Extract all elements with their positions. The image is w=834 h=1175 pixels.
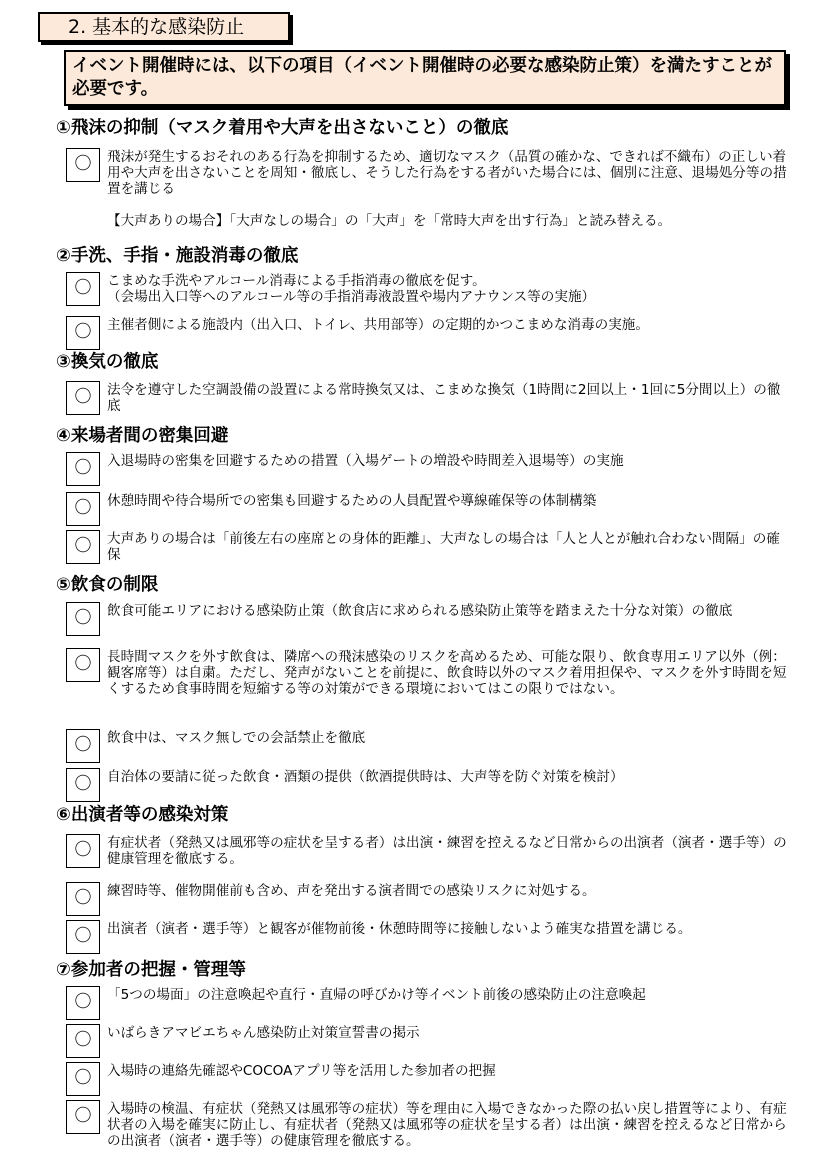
checklist-item-text: 大声ありの場合は「前後左右の座席との身体的距離」、大声なしの場合は「人と人とが触れ合わない間隔」の確保 — [107, 531, 780, 563]
section-heading: ④来場者間の密集回避 — [56, 426, 229, 446]
checklist-item-text: 有症状者（発熱又は風邪等の症状を呈する者）は出演・練習を控えるなど日常からの出演者（演者・選手等）の健康管理を徹底する。 — [107, 835, 787, 867]
checklist-item-text: 休憩時間や待合場所での密集も回避するための人員配置や導線確保等の体制構築 — [107, 493, 597, 509]
checklist-item-text: 出演者（演者・選手等）と観客が催物前後・休憩時間等に接触しないよう確実な措置を講じる。 — [107, 921, 692, 937]
section-heading: ①飛沫の抑制（マスク着用や大声を出さないこと）の徹底 — [56, 118, 509, 138]
section-note: 【大声ありの場合】「大声なしの場合」の「大声」を「常時大声を出す行為」と読み替える。 — [107, 213, 672, 229]
checkbox[interactable]: 〇 — [66, 834, 100, 868]
section-heading: ⑦参加者の把握・管理等 — [56, 960, 246, 980]
checklist-item-text: 飲食中は、マスク無しでの会話禁止を徹底 — [107, 730, 366, 746]
checklist-item-text: 長時間マスクを外す飲食は、隣席への飛沫感染のリスクを高めるため、可能な限り、飲食専用エリア以外（例：観客席等）は自粛。ただし、発声がないことを前提に、飲食時以外のマスク着用担保や、マスクを外す時間を短くするため食事時間を短縮する等の対策ができる環境においてはこの限りではない。 — [107, 649, 787, 697]
checklist-item-text: 練習時等、催物開催前も含め、声を発出する演者間での感染リスクに対処する。 — [107, 883, 596, 899]
section-heading: ⑤飲食の制限 — [56, 575, 159, 595]
checkbox[interactable]: 〇 — [66, 882, 100, 916]
checkbox[interactable]: 〇 — [66, 272, 100, 306]
checkbox[interactable]: 〇 — [66, 381, 100, 415]
checklist-item-text: 飲食可能エリアにおける感染防止策（飲食店に求められる感染防止策等を踏まえた十分な対策）の徹底 — [107, 603, 733, 619]
section-title: 2. 基本的な感染防止 — [38, 12, 290, 42]
lead-text: イベント開催時には、以下の項目（イベント開催時の必要な感染防止策）を満たすことが必要です。 — [64, 50, 786, 106]
checkbox[interactable]: 〇 — [66, 1024, 100, 1058]
checklist-item-text: 飛沫が発生するおそれのある行為を抑制するため、適切なマスク（品質の確かな、できれば不織布）の正しい着用や大声を出さないことを周知・徹底し、そうした行為をする者がいた場合には、個別に注意、退場処分等の措置を講じる — [107, 149, 787, 197]
checkbox[interactable]: 〇 — [66, 148, 100, 182]
section-heading: ②手洗、手指・施設消毒の徹底 — [56, 246, 299, 266]
checklist-item-text: 入場時の検温、有症状（発熱又は風邪等の症状）等を理由に入場できなかった際の払い戻し措置等により、有症状者の入場を確実に防止し、有症状者（発熱又は風邪等の症状を呈する者）は出演・練習を控えるなど日常からの出演者（演者・選手等）の健康管理を徹底する。 — [107, 1101, 787, 1149]
checkbox[interactable]: 〇 — [66, 920, 100, 954]
checklist-item-text: 法令を遵守した空調設備の設置による常時換気又は、こまめな換気（1時間に2回以上・1回に5分間以上）の徹底 — [107, 382, 781, 414]
checkbox[interactable]: 〇 — [66, 768, 100, 802]
checklist-item-text: 「5つの場面」の注意喚起や直行・直帰の呼びかけ等イベント前後の感染防止の注意喚起 — [107, 987, 646, 1003]
section-heading: ⑥出演者等の感染対策 — [56, 805, 229, 825]
checkbox[interactable]: 〇 — [66, 602, 100, 636]
checkbox[interactable]: 〇 — [66, 729, 100, 763]
checkbox[interactable]: 〇 — [66, 986, 100, 1020]
checkbox[interactable]: 〇 — [66, 648, 100, 682]
checklist-item-text: 入場時の連絡先確認やCOCOAアプリ等を活用した参加者の把握 — [107, 1063, 496, 1079]
checklist-item-text: 自治体の要請に従った飲食・酒類の提供（飲酒提供時は、大声等を防ぐ対策を検討） — [107, 769, 624, 785]
checkbox[interactable]: 〇 — [66, 1100, 100, 1134]
checkbox[interactable]: 〇 — [66, 1062, 100, 1096]
checkbox[interactable]: 〇 — [66, 316, 100, 350]
checkbox[interactable]: 〇 — [66, 492, 100, 526]
checklist-item-text: 主催者側による施設内（出入口、トイレ、共用部等）の定期的かつこまめな消毒の実施。 — [107, 317, 649, 333]
checklist-item-text: いばらきアマビエちゃん感染防止対策宣誓書の掲示 — [107, 1025, 420, 1041]
checklist-item-text: 入退場時の密集を回避するための措置（入場ゲートの増設や時間差入退場等）の実施 — [107, 453, 624, 469]
checkbox[interactable]: 〇 — [66, 452, 100, 486]
checkbox[interactable]: 〇 — [66, 530, 100, 564]
section-heading: ③換気の徹底 — [56, 352, 159, 372]
checklist-item-text: こまめな手洗やアルコール消毒による手指消毒の徹底を促す。 （会場出入口等へのアルコール等の手指消毒液設置や場内アナウンス等の実施） — [107, 273, 596, 305]
